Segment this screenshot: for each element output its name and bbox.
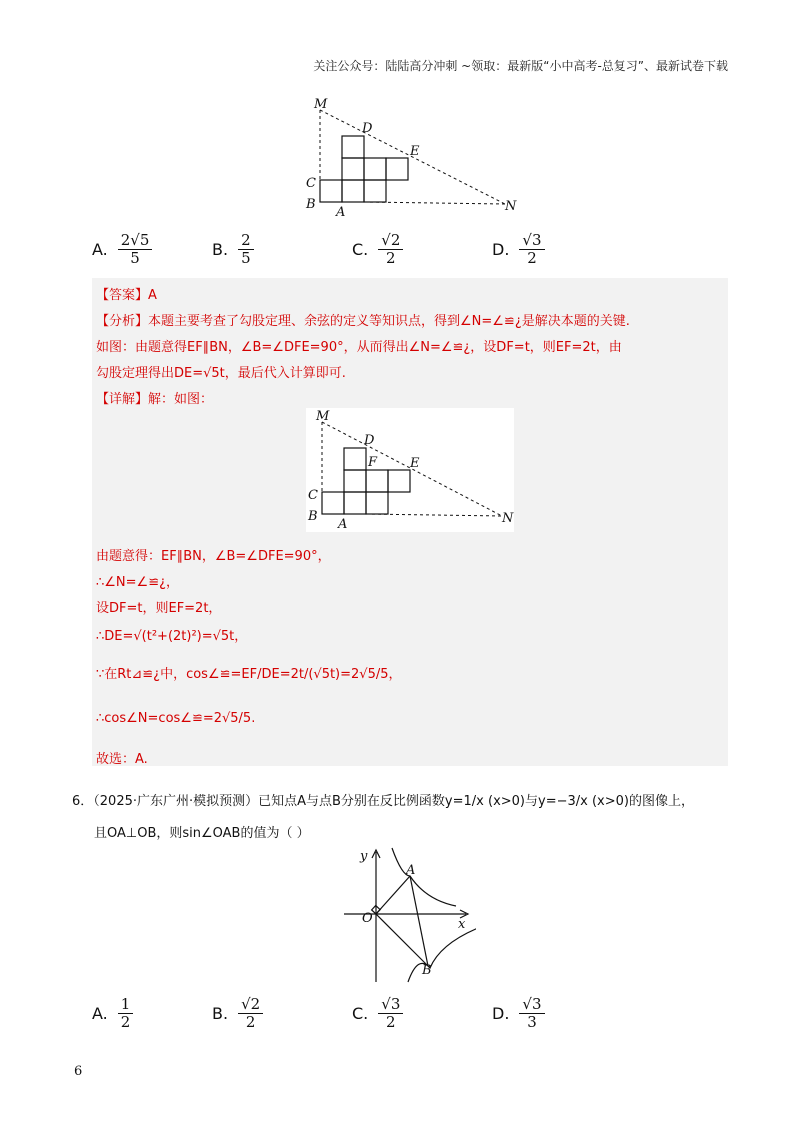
q6-option-c[interactable]: C. $\frac{√3}{2}$ (352, 996, 403, 1032)
step-5: ∵在Rt⊿≌¿中，cos∠≌=EF/DE=2t/(√5t)=2√5/5， (96, 667, 402, 682)
label-B: B (422, 963, 432, 978)
label-C: C (308, 488, 318, 503)
label-B: B (306, 197, 316, 212)
figure-q6 (336, 846, 476, 988)
label-x: x (458, 917, 466, 932)
label-F: F (368, 455, 378, 470)
label-y: y (360, 849, 368, 864)
label-M: M (316, 409, 330, 424)
q6-option-d[interactable]: D. $\frac{√3}{3}$ (492, 996, 545, 1032)
step-6: ∴cos∠N=cos∠≌=2√5/5. (96, 711, 256, 726)
answer-line: 【答案】A (96, 288, 157, 303)
label-M: M (314, 97, 328, 112)
label-A: A (338, 517, 348, 532)
step-3: 设DF=t，则EF=2t， (96, 601, 222, 616)
label-N: N (502, 511, 514, 526)
analysis-line-2: 如图：由题意得EF∥BN，∠B=∠DFE=90°，从而得出∠N=∠≌¿，设DF=t，则EF=2t，由 (96, 340, 622, 355)
label-B: B (308, 509, 318, 524)
label-E: E (410, 456, 420, 471)
option-d[interactable]: D. $\frac{√3}{2}$ (492, 232, 545, 268)
page-number: 6 (74, 1064, 83, 1079)
label-D: D (364, 433, 375, 448)
step-2: ∴∠N=∠≌¿， (96, 575, 179, 590)
q6-option-a[interactable]: A. $\frac{1}{2}$ (92, 996, 133, 1032)
label-D: D (362, 121, 373, 136)
step-4: ∴DE=√(t²+(2t)²)=√5t， (96, 629, 248, 644)
label-N: N (505, 199, 517, 214)
label-O: O (362, 911, 373, 926)
q6-line-1: 6．（2025·广东广州·模拟预测）已知点A与点B分别在反比例函数y=1/x (x>0)与y=−3/x (x>0)的图像上， (72, 794, 694, 809)
label-A: A (336, 205, 346, 220)
figure-q5 (300, 92, 530, 222)
figure-q5-solution (306, 408, 514, 532)
label-C: C (306, 176, 316, 191)
label-E: E (410, 144, 420, 159)
analysis-line-1: 【分析】本题主要考查了勾股定理、余弦的定义等知识点，得到∠N=∠≌¿是解决本题的关键. (96, 314, 630, 329)
option-c[interactable]: C. $\frac{√2}{2}$ (352, 232, 403, 268)
option-b[interactable]: B. $\frac{2}{5}$ (212, 232, 254, 268)
label-A: A (406, 863, 416, 878)
q6-option-b[interactable]: B. $\frac{√2}{2}$ (212, 996, 263, 1032)
analysis-line-3: 勾股定理得出DE=√5t，最后代入计算即可. (96, 366, 346, 381)
step-1: 由题意得：EF∥BN，∠B=∠DFE=90°， (96, 549, 331, 564)
detail-line: 【详解】解：如图： (96, 392, 214, 407)
page-header: 关注公众号：陆陆高分冲刺 ~领取：最新版“小中高考-总复习”、最新试卷下载 (313, 59, 728, 73)
option-a[interactable]: A. $\frac{2√5}{5}$ (92, 232, 152, 268)
choice-line: 故选：A. (96, 752, 148, 767)
q6-line-2: 且OA⊥OB，则sin∠OAB的值为（ ） (94, 826, 310, 841)
